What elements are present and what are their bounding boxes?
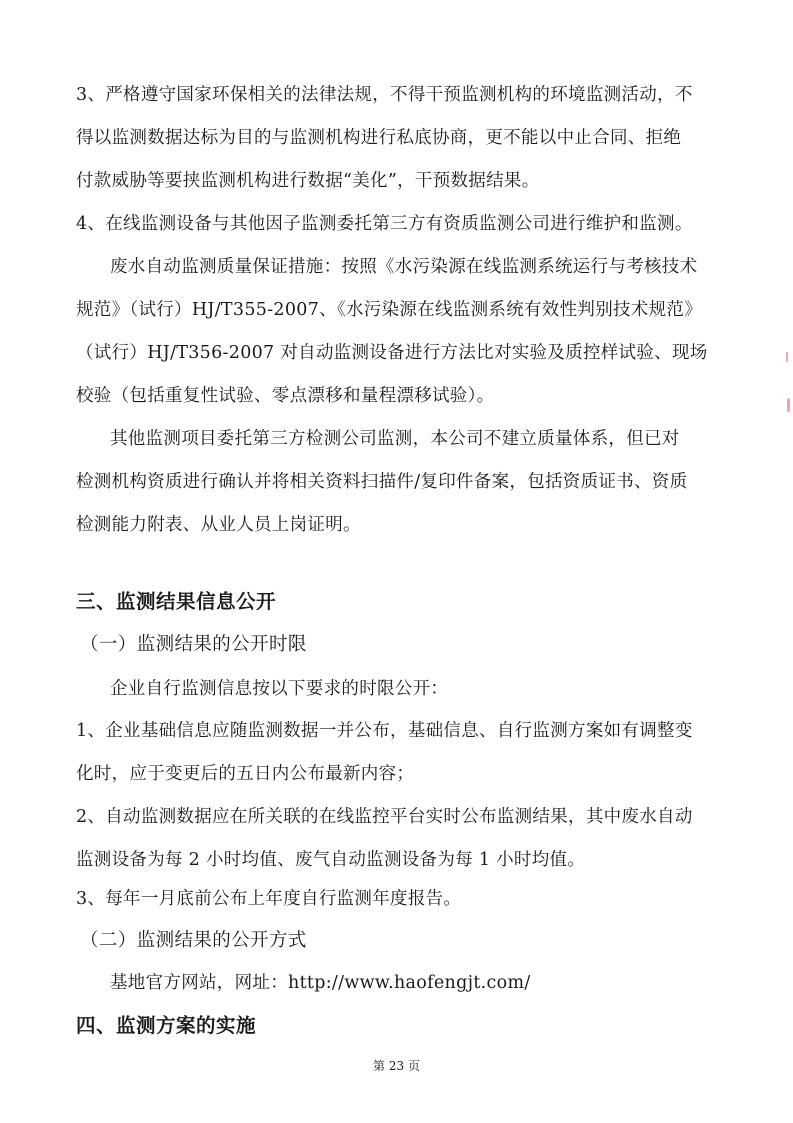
subsection-heading: （一）监测结果的公开时限 [80,634,307,655]
body-line: 企业自行监测信息按以下要求的时限公开： [110,679,449,699]
page-number: 第 23 页 [373,1059,420,1073]
body-line: 付款威胁等要挟监测机构进行数据“美化”，干预数据结果。 [76,171,540,191]
subsection-heading: （二）监测结果的公开方式 [80,930,307,951]
body-line: 规范》（试行）HJ/T355-2007、《水污染源在线监测系统有效性判别技术规范》 [76,300,702,320]
website-line: 基地官方网站，网址：http://www.haofengjt.com/ [110,973,531,993]
body-line: 检测机构资质进行确认并将相关资料扫描件/复印件备案，包括资质证书、资质 [76,472,688,492]
body-line: 化时，应于变更后的五日内公布最新内容； [76,764,415,784]
body-line: 检测能力附表、从业人员上岗证明。 [76,515,361,535]
body-line: 校验（包括重复性试验、零点漂移和量程漂移试验）。 [76,386,495,406]
body-line: 3、严格遵守国家环保相关的法律法规，不得干预监测机构的环境监测活动，不 [76,85,693,105]
section-heading: 四、监测方案的实施 [76,1014,257,1037]
body-line: 废水自动监测质量保证措施：按照《水污染源在线监测系统运行与考核技术 [110,257,698,277]
scan-mark [787,398,790,412]
body-line: 监测设备为每 2 小时均值、废气自动监测设备为每 1 小时均值。 [76,850,586,870]
body-line: 1、企业基础信息应随监测数据一并公布，基础信息、自行监测方案如有调整变 [76,721,693,741]
body-line: 3、每年一月底前公布上年度自行监测年度报告。 [76,889,462,909]
body-line: 2、自动监测数据应在所关联的在线监控平台实时公布监测结果，其中废水自动 [76,807,693,827]
section-heading: 三、监测结果信息公开 [76,590,277,613]
body-line: 得以监测数据达标为目的与监测机构进行私底协商，更不能以中止合同、拒绝 [76,128,682,148]
body-line: （试行）HJ/T356-2007 对自动监测设备进行方法比对实验及质控样试验、现场 [76,343,708,363]
body-line: 4、在线监测设备与其他因子监测委托第三方有资质监测公司进行维护和监测。 [76,214,693,234]
body-line: 其他监测项目委托第三方检测公司监测，本公司不建立质量体系，但已对 [110,429,680,449]
scan-mark [786,352,788,362]
